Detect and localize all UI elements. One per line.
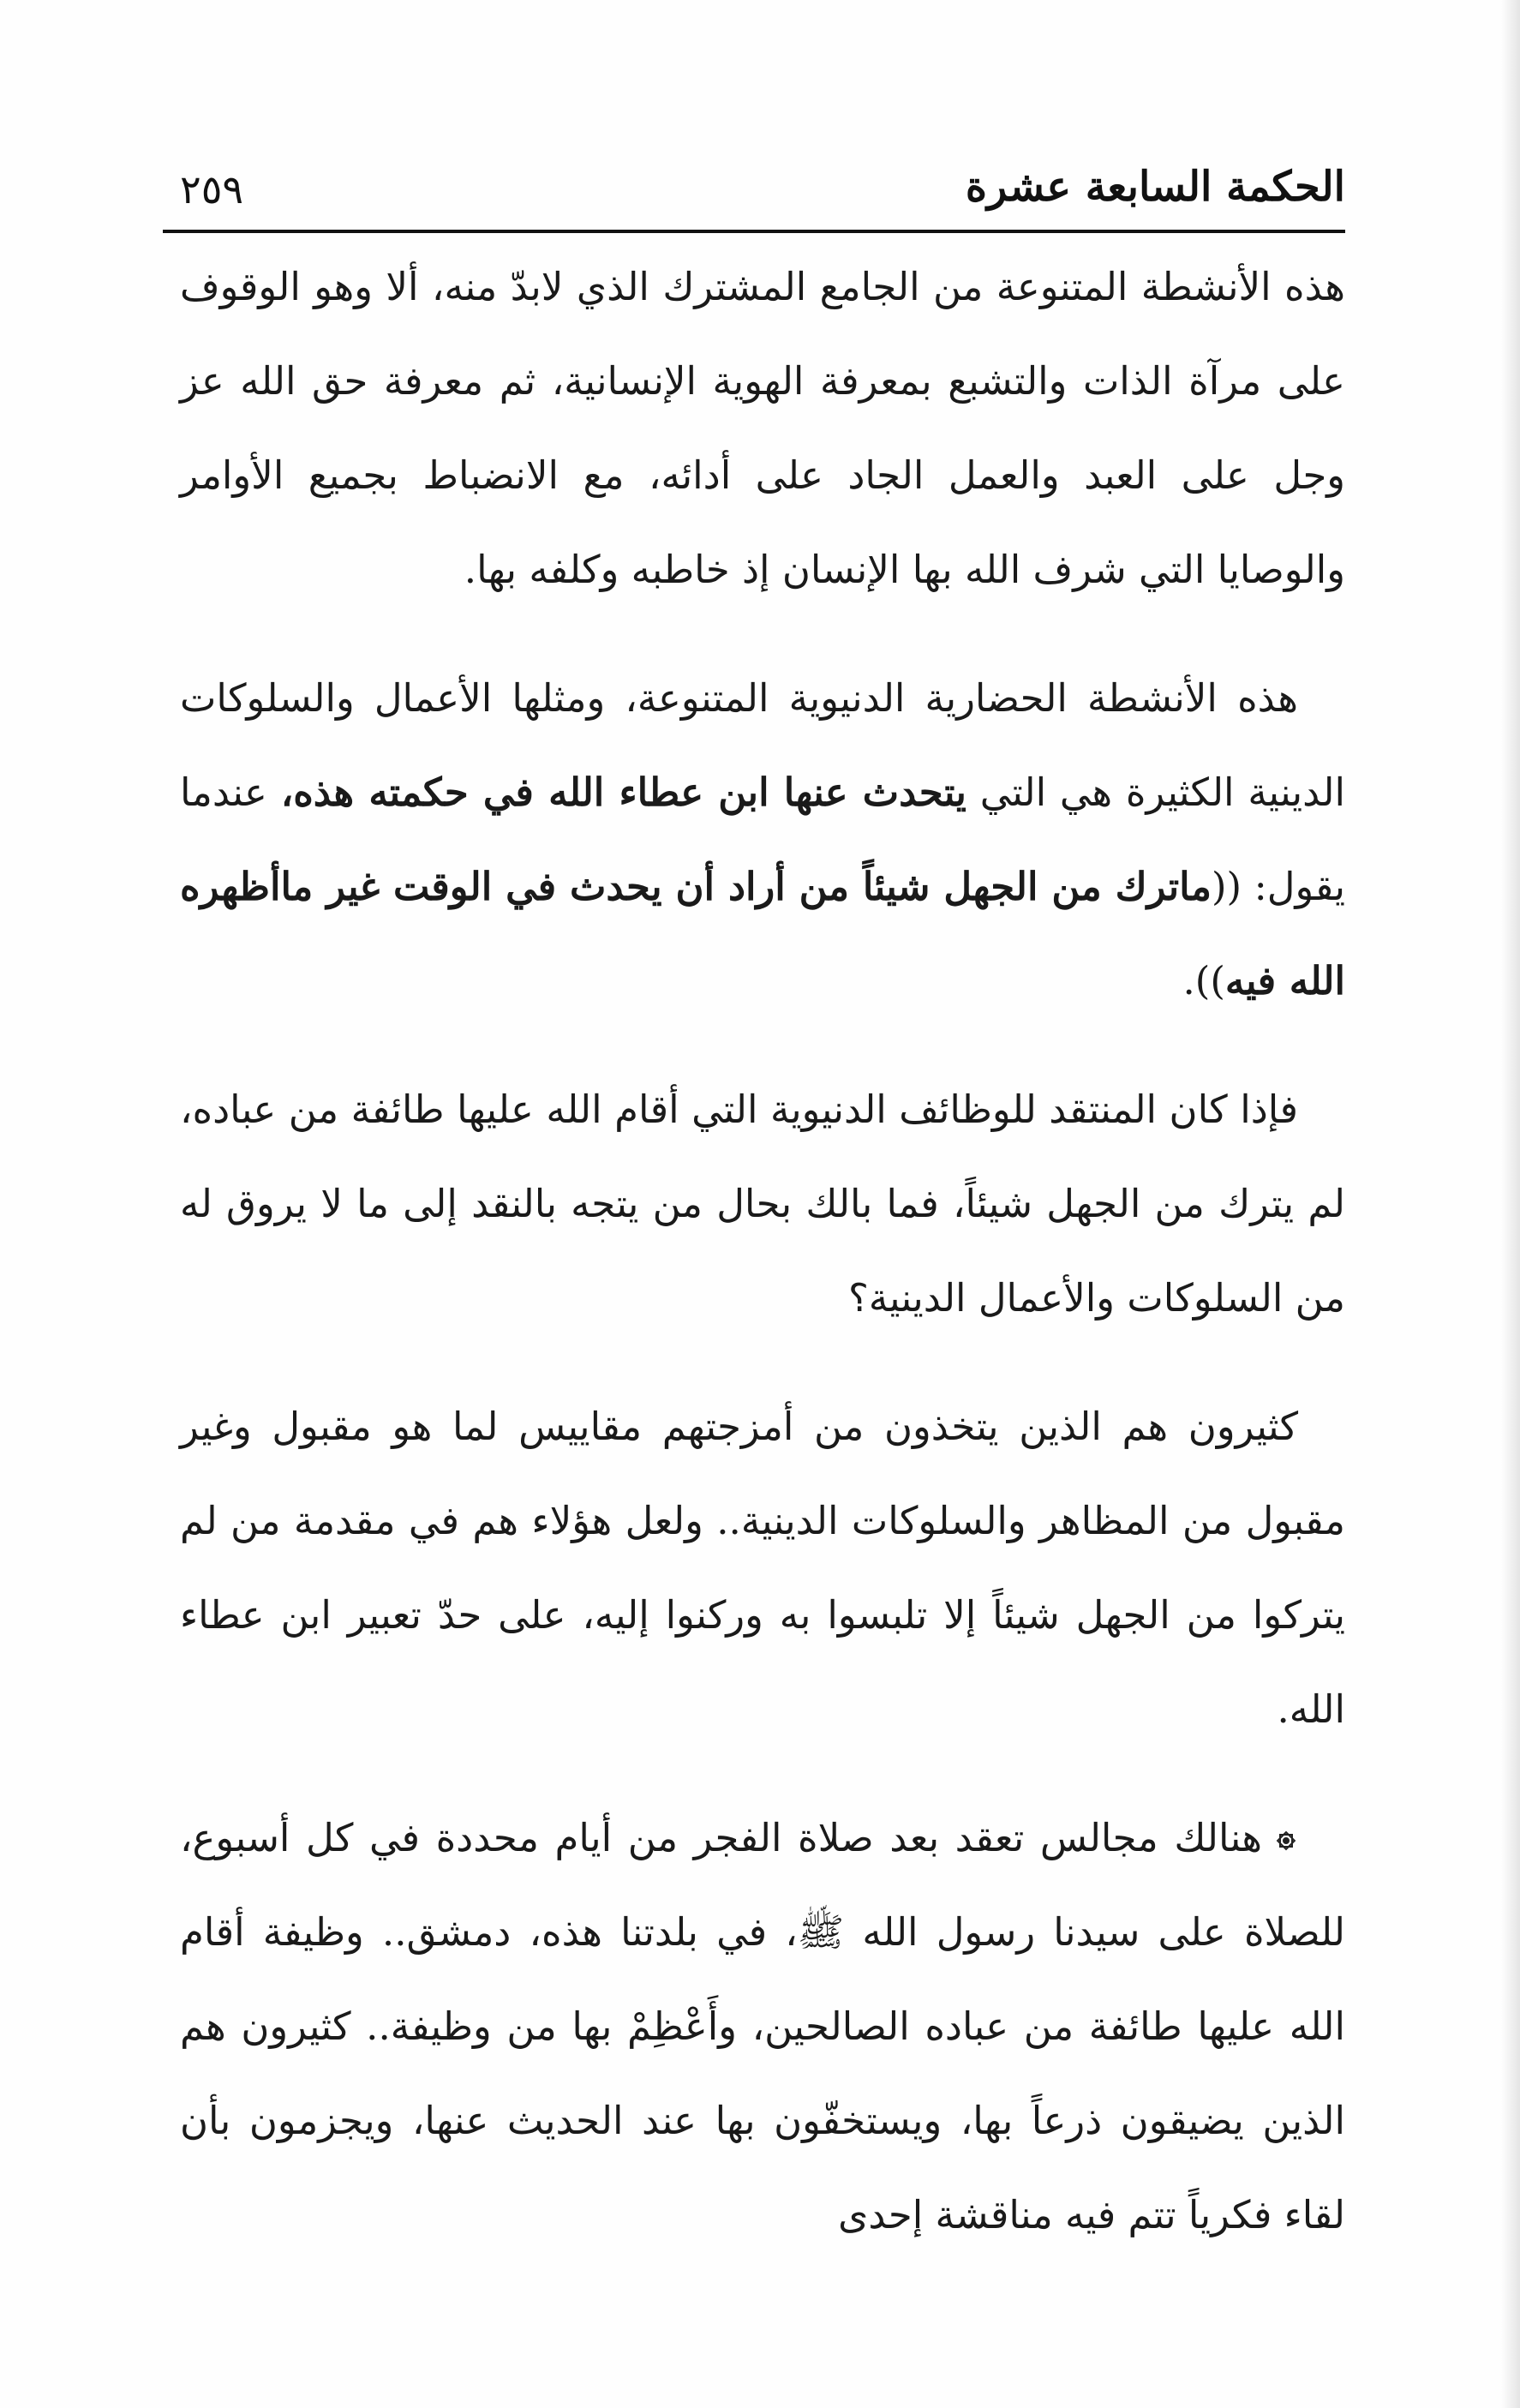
paragraph-text: فإذا كان المنتقد للوظائف الدنيوية التي أقام الله عليها طائفة من عباده، لم يترك من الجهل شيئاً، فما بالك بحال من يتجه بالنقد إلى ما لا يروق له من السلوكات والأعمال الدينية؟ <box>180 1087 1345 1321</box>
chapter-title: الحكمة السابعة عشرة <box>965 163 1345 211</box>
paragraph-3 <box>180 1063 1345 1345</box>
page-body <box>180 240 1346 2237</box>
paragraph-text: كثيرون هم الذين يتخذون من أمزجتهم مقاييس لما هو مقبول وغير مقبول من المظاهر والسلوكات الدينية.. ولعل هؤلاء هم في مقدمة من لم يتركوا من الجهل شيئاً إلا تلبسوا به وركنوا إليه، على حدّ تعبير ابن عطاء الله. <box>180 1404 1345 1732</box>
paragraph-1 <box>180 240 1345 617</box>
paragraph-text: هذه الأنشطة المتنوعة من الجامع المشترك الذي لابدّ منه، ألا وهو الوقوف على مرآة الذات والتشبع بمعرفة الهوية الإنسانية، ثم معرفة حق الله عز وجل على العبد والعمل الجاد على أدائه، مع الانضباط بجميع الأوامر والوصايا التي شرف الله بها الإنسان إذ خاطبه وكلفه بها. <box>180 264 1345 592</box>
running-header <box>163 154 1345 231</box>
bold-phrase: يتحدث عنها ابن عطاء الله في حكمته هذه، <box>280 770 966 815</box>
paragraph-text: هنالك مجالس تعقد بعد صلاة الفجر من أيام محددة في كل أسبوع، للصلاة على سيدنا رسول الله ﷺ، في بلدتنا هذه، دمشق.. وظيفة أقام الله عليها طائفة من عباده الصالحين، وأَعْظِمْ بها من وظيفة.. كثيرون هم الذين يضيقون ذرعاً بها، ويستخفّون بها عند الحديث عنها، ويجزمون بأن لقاء فكرياً تتم فيه مناقشة إحدى <box>180 1815 1345 2237</box>
page-edge-shadow <box>1501 0 1520 2408</box>
paragraph-4 <box>180 1380 1345 1757</box>
paragraph-2 <box>180 651 1345 1028</box>
page-number: ٢٥٩ <box>180 166 244 213</box>
paragraph-5 <box>180 1791 1345 2262</box>
paragraph-text: عندما يقول: (( <box>180 770 1346 909</box>
header-divider <box>163 230 1345 233</box>
quoted-hikma: ماترك من الجهل شيئاً من أراد أن يحدث في الوقت غير ماأظهره الله فيه <box>180 864 1345 1003</box>
paragraph-text: )). <box>1182 958 1225 1003</box>
paragraph-text: هذه الأنشطة الحضارية الدنيوية المتنوعة، ومثلها الأعمال والسلوكات الدينية الكثيرة هي التي <box>180 675 1346 815</box>
ornament-star-icon <box>1274 1829 1298 1853</box>
